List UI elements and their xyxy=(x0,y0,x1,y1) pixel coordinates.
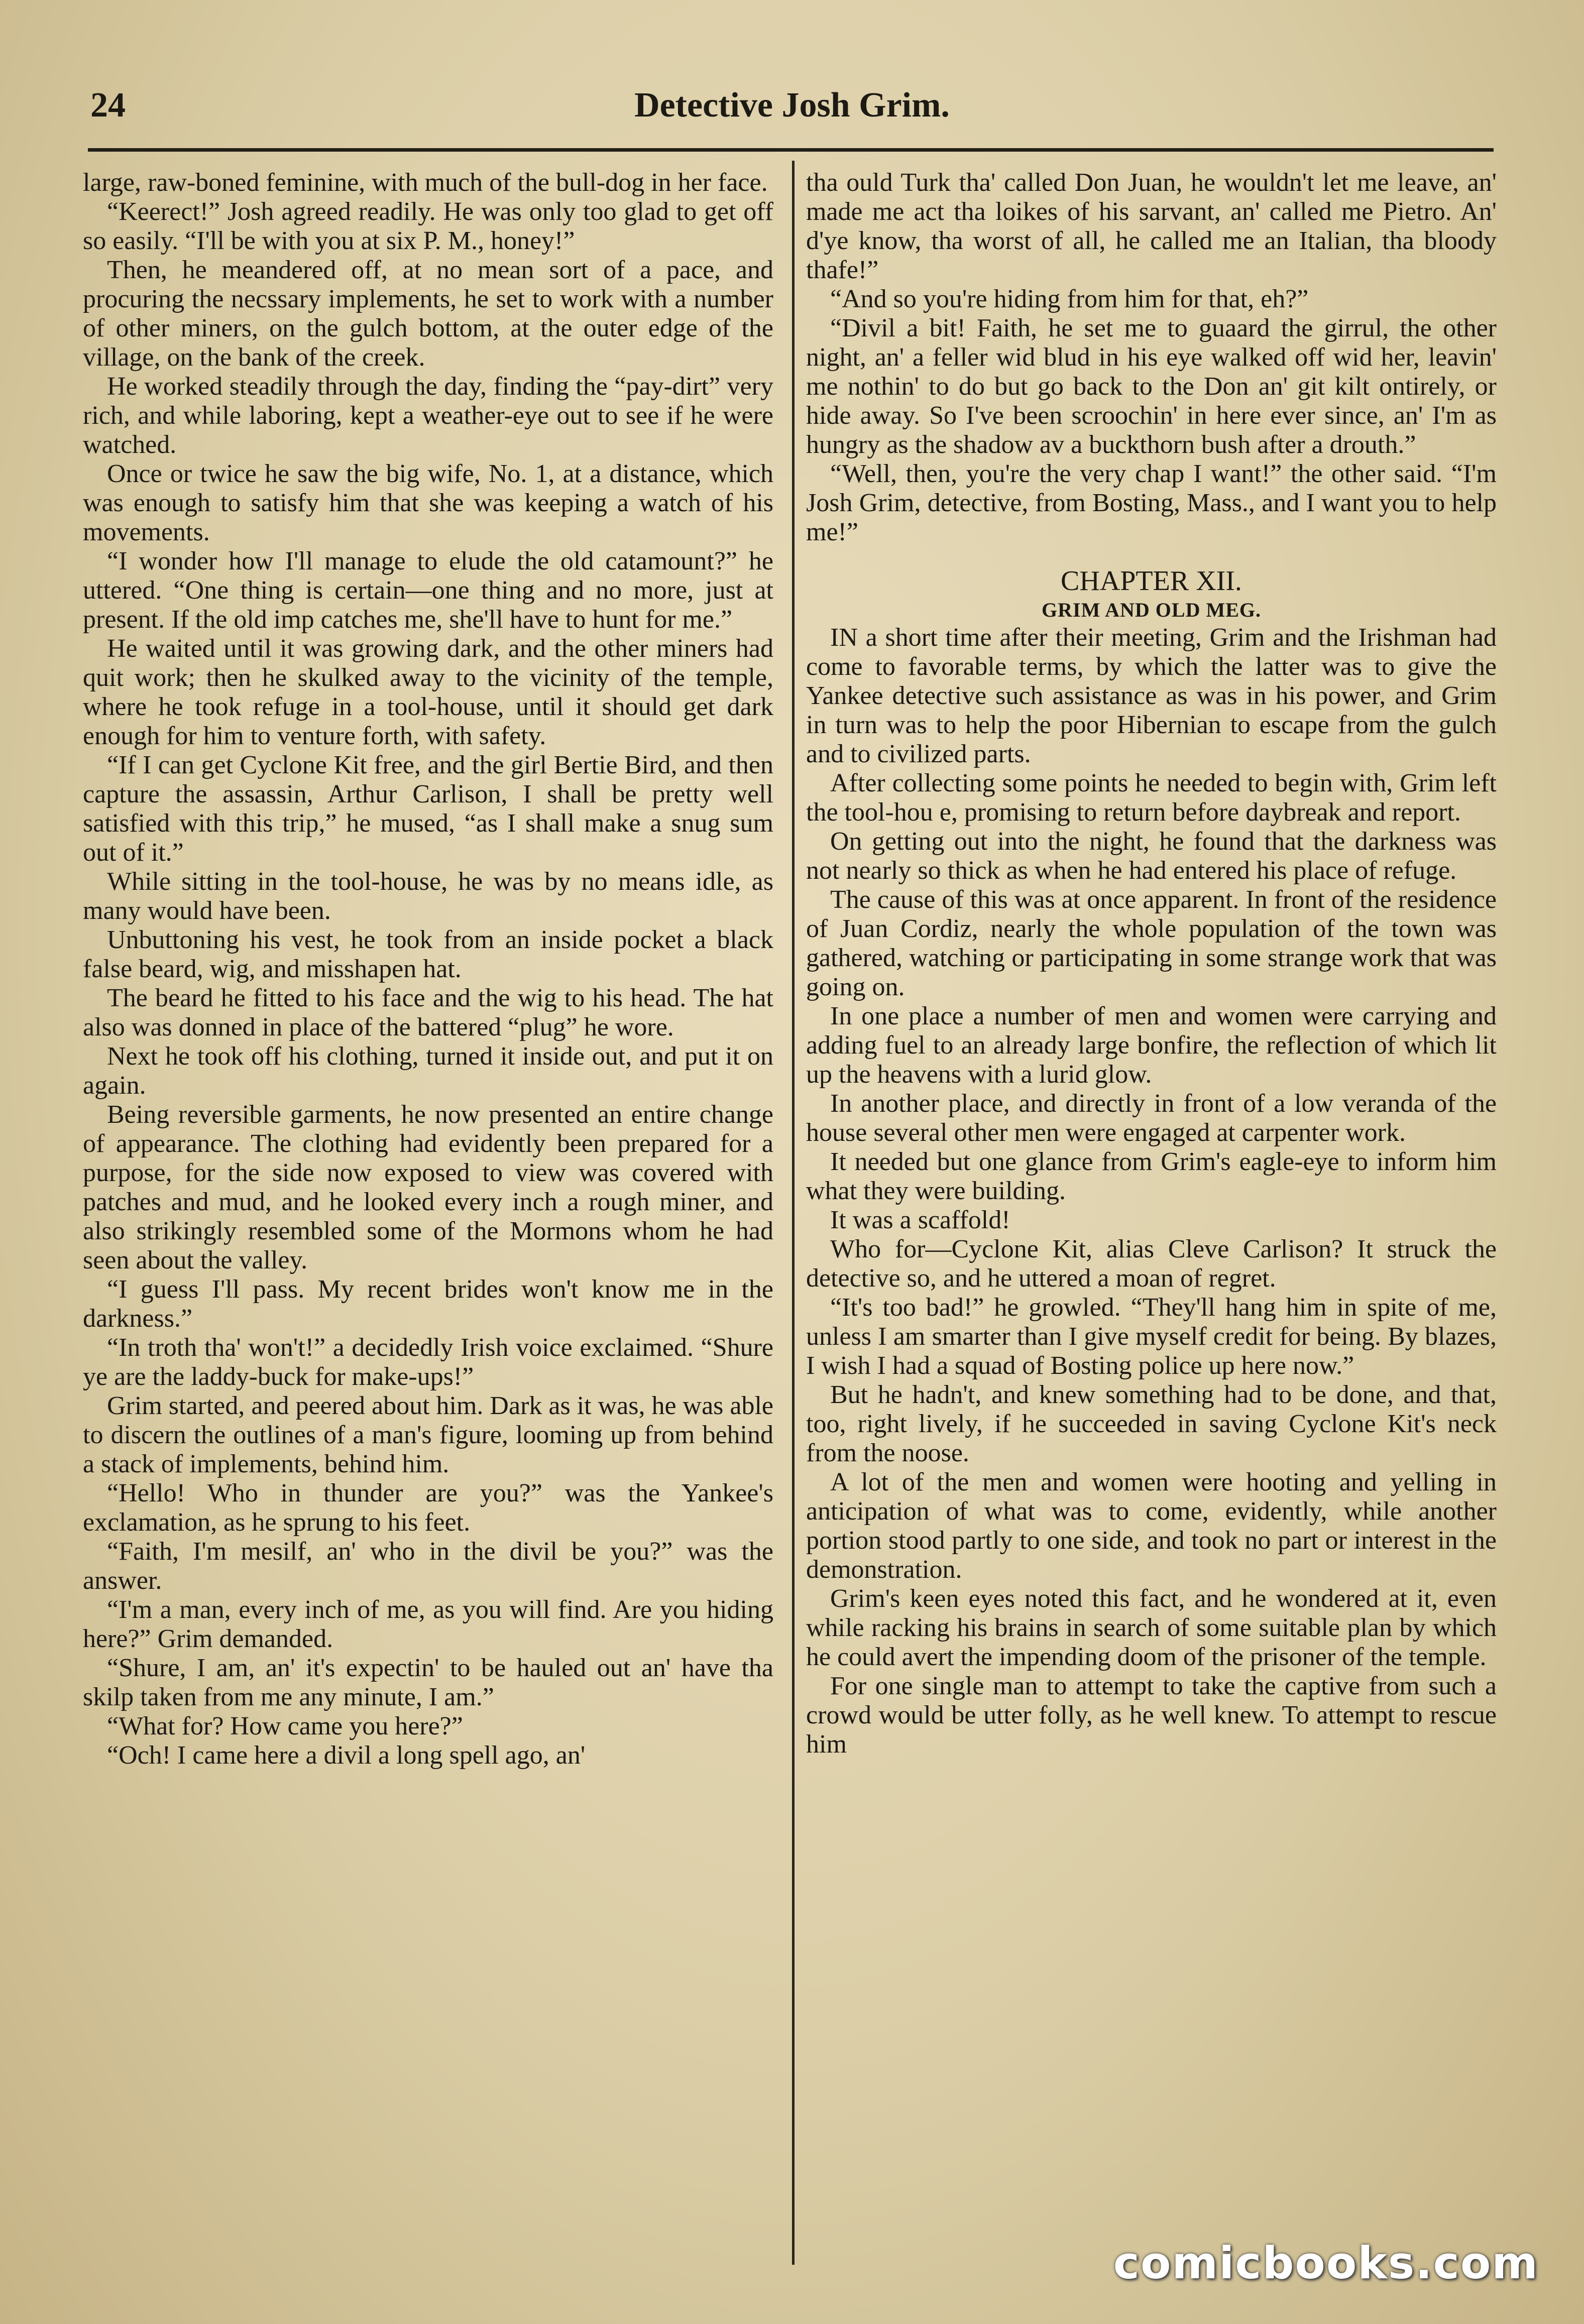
chapter-heading: CHAPTER XII. xyxy=(1061,565,1242,597)
paragraph: “In troth tha' won't!” a decidedly Irish voice exclaimed. “Shure ye are the laddy-buck for make-ups!” xyxy=(83,1333,773,1391)
running-header xyxy=(85,80,1499,136)
paragraph: In another place, and directly in front of a low veranda of the house several other men were engaged at carpenter work. xyxy=(806,1089,1497,1147)
paragraph: “I'm a man, every inch of me, as you will find. Are you hiding here?” Grim demanded. xyxy=(83,1595,773,1653)
paragraph: Grim started, and peered about him. Dark as it was, he was able to discern the outlines of a man's figure, looming up from behind a stack of implements, behind him. xyxy=(83,1391,774,1478)
paragraph: “Divil a bit! Faith, he set me to guaard the girrul, the other night, an' a feller wid blud in his eye walked off wid her, leavin' me nothin' to do but go back to the Don an' git kilt ontirely, or hide away. So I've been scroochin' in here ever since, an' I'm as hungry as the shadow av a buckthorn bush after a drouth.” xyxy=(806,314,1497,459)
paragraph: “Hello! Who in thunder are you?” was the Yankee's exclamation, as he sprung to his feet. xyxy=(83,1479,773,1537)
column-divider xyxy=(792,161,795,2265)
paragraph: It was a scaffold! xyxy=(830,1206,1010,1234)
paragraph: “It's too bad!” he growled. “They'll hang him in spite of me, unless I am smarter than I give myself credit for being. By blazes, I wish I had a squad of Bosting police up here now.” xyxy=(806,1293,1497,1380)
paragraph: The cause of this was at once apparent. In front of the residence of Juan Cordiz, nearly the whole population of the town was gathered, watching or participating in some strange work that was going on. xyxy=(806,885,1497,1001)
paragraph: Grim's keen eyes noted this fact, and he wondered at it, even while racking his brains in search of some suitable plan by which he could avert the impending doom of the prisoner of the temple. xyxy=(806,1584,1497,1671)
page-number: 24 xyxy=(90,86,126,125)
paragraph: “I wonder how I'll manage to elude the old catamount?” he uttered. “One thing is certain—one thing and no more, just at present. If the old imp catches me, she'll have to hunt for me.” xyxy=(83,547,773,634)
paragraph: “Well, then, you're the very chap I want!” the other said. “I'm Josh Grim, detective, from Bosting, Mass., and I want you to help me!” xyxy=(806,459,1497,546)
paragraph: “If I can get Cyclone Kit free, and the girl Bertie Bird, and then capture the assassin, Arthur Carlison, I shall be pretty well satisfied with this trip,” he mused, “as I shall make a snug sum out of it.” xyxy=(83,751,773,867)
paragraph: IN a short time after their meeting, Grim and the Irishman had come to favorable terms, by which the latter was to give the Yankee detective such assistance as was in his power, and Grim in turn was to help the poor Hibernian to escape from the gulch and to civilized parts. xyxy=(806,623,1497,768)
paragraph: Next he took off his clothing, turned it inside out, and put it on again. xyxy=(83,1042,773,1100)
paragraph: He worked steadily through the day, finding the “pay-dirt” very rich, and while laboring, kept a weather-eye out to see if he were watched. xyxy=(83,372,773,459)
paragraph: Who for—Cyclone Kit, alias Cleve Carlison? It struck the detective so, and he uttered a moan of regret. xyxy=(806,1235,1497,1293)
paragraph: He waited until it was growing dark, and the other miners had quit work; then he skulked away to the vicinity of the temple, where he took refuge in a tool-house, until it should get dark enough for him to venture forth, with safety. xyxy=(83,634,773,750)
right-column-bottom xyxy=(806,623,1497,1759)
running-title: Detective Josh Grim. xyxy=(634,86,950,125)
paragraph: The beard he fitted to his face and the wig to his head. The hat also was donned in place of the battered “plug” he wore. xyxy=(83,984,773,1041)
paragraph: It needed but one glance from Grim's eagle-eye to inform him what they were building. xyxy=(806,1147,1497,1205)
paragraph: Once or twice he saw the big wife, No. 1, at a distance, which was enough to satisfy him that she was keeping a watch of his movements. xyxy=(83,459,773,546)
paragraph: While sitting in the tool-house, he was by no means idle, as many would have been. xyxy=(83,867,773,925)
paragraph: “I guess I'll pass. My recent brides won't know me in the darkness.” xyxy=(83,1275,773,1333)
watermark-logo: comicbooks.com xyxy=(1113,2237,1539,2289)
paragraph: “Shure, I am, an' it's expectin' to be hauled out an' have tha skilp taken from me any minute, I am.” xyxy=(83,1654,773,1711)
paragraph: “What for? How came you here?” xyxy=(107,1712,463,1740)
paragraph: tha ould Turk tha' called Don Juan, he wouldn't let me leave, an' made me act tha loikes of his sarvant, an' called me Pietro. An' d'ye know, tha worst of all, he called me an Italian, tha bloody thafe!” xyxy=(806,168,1497,284)
paragraph: On getting out into the night, he found that the darkness was not nearly so thick as when he had entered his place of refuge. xyxy=(806,827,1497,885)
paragraph: Unbuttoning his vest, he took from an inside pocket a black false beard, wig, and misshapen hat. xyxy=(83,925,773,983)
paragraph: “Keerect!” Josh agreed readily. He was only too glad to get off so easily. “I'll be with you at six P. M., honey!” xyxy=(83,197,773,255)
paragraph: “Faith, I'm mesilf, an' who in the divil be you?” was the answer. xyxy=(83,1537,773,1595)
paragraph: “Och! I came here a divil a long spell ago, an' xyxy=(107,1741,586,1770)
paragraph: For one single man to attempt to take the captive from such a crowd would be utter folly, as he well knew. To attempt to rescue him xyxy=(806,1672,1497,1759)
right-column xyxy=(806,168,1497,1759)
paragraph: A lot of the men and women were hooting and yelling in anticipation of what was to come, evidently, while another portion stood partly to one side, and took no part or interest in the demonstration. xyxy=(806,1468,1497,1584)
paragraph: After collecting some points he needed to begin with, Grim left the tool-hou e, promising to return before daybreak and report. xyxy=(806,769,1497,827)
right-column-top xyxy=(806,168,1497,547)
paragraph: Being reversible garments, he now presented an entire change of appearance. The clothing had evidently been prepared for a purpose, for the side now exposed to view was covered with patches and mud, and he looked every inch a rough miner, and also strikingly resembled some of the Mormons whom he had seen about the valley. xyxy=(83,1100,773,1274)
paragraph: Then, he meandered off, at no mean sort of a pace, and procuring the necssary implements, he set to work with a number of other miners, on the gulch bottom, at the outer edge of the village, on the bank of the creek. xyxy=(83,256,773,372)
chapter-subheading: GRIM AND OLD MEG. xyxy=(1042,599,1261,621)
paragraph: But he hadn't, and knew something had to be done, and that, too, right lively, if he succeeded in saving Cyclone Kit's neck from the noose. xyxy=(806,1380,1497,1467)
paragraph: “And so you're hiding from him for that, eh?” xyxy=(830,285,1309,313)
paragraph: large, raw-boned feminine, with much of the bull-dog in her face. xyxy=(83,168,768,197)
left-column xyxy=(83,168,773,1770)
paragraph: In one place a number of men and women were carrying and adding fuel to an already large bonfire, the reflection of which lit up the heavens with a lurid glow. xyxy=(806,1002,1497,1089)
header-rule xyxy=(88,148,1494,152)
